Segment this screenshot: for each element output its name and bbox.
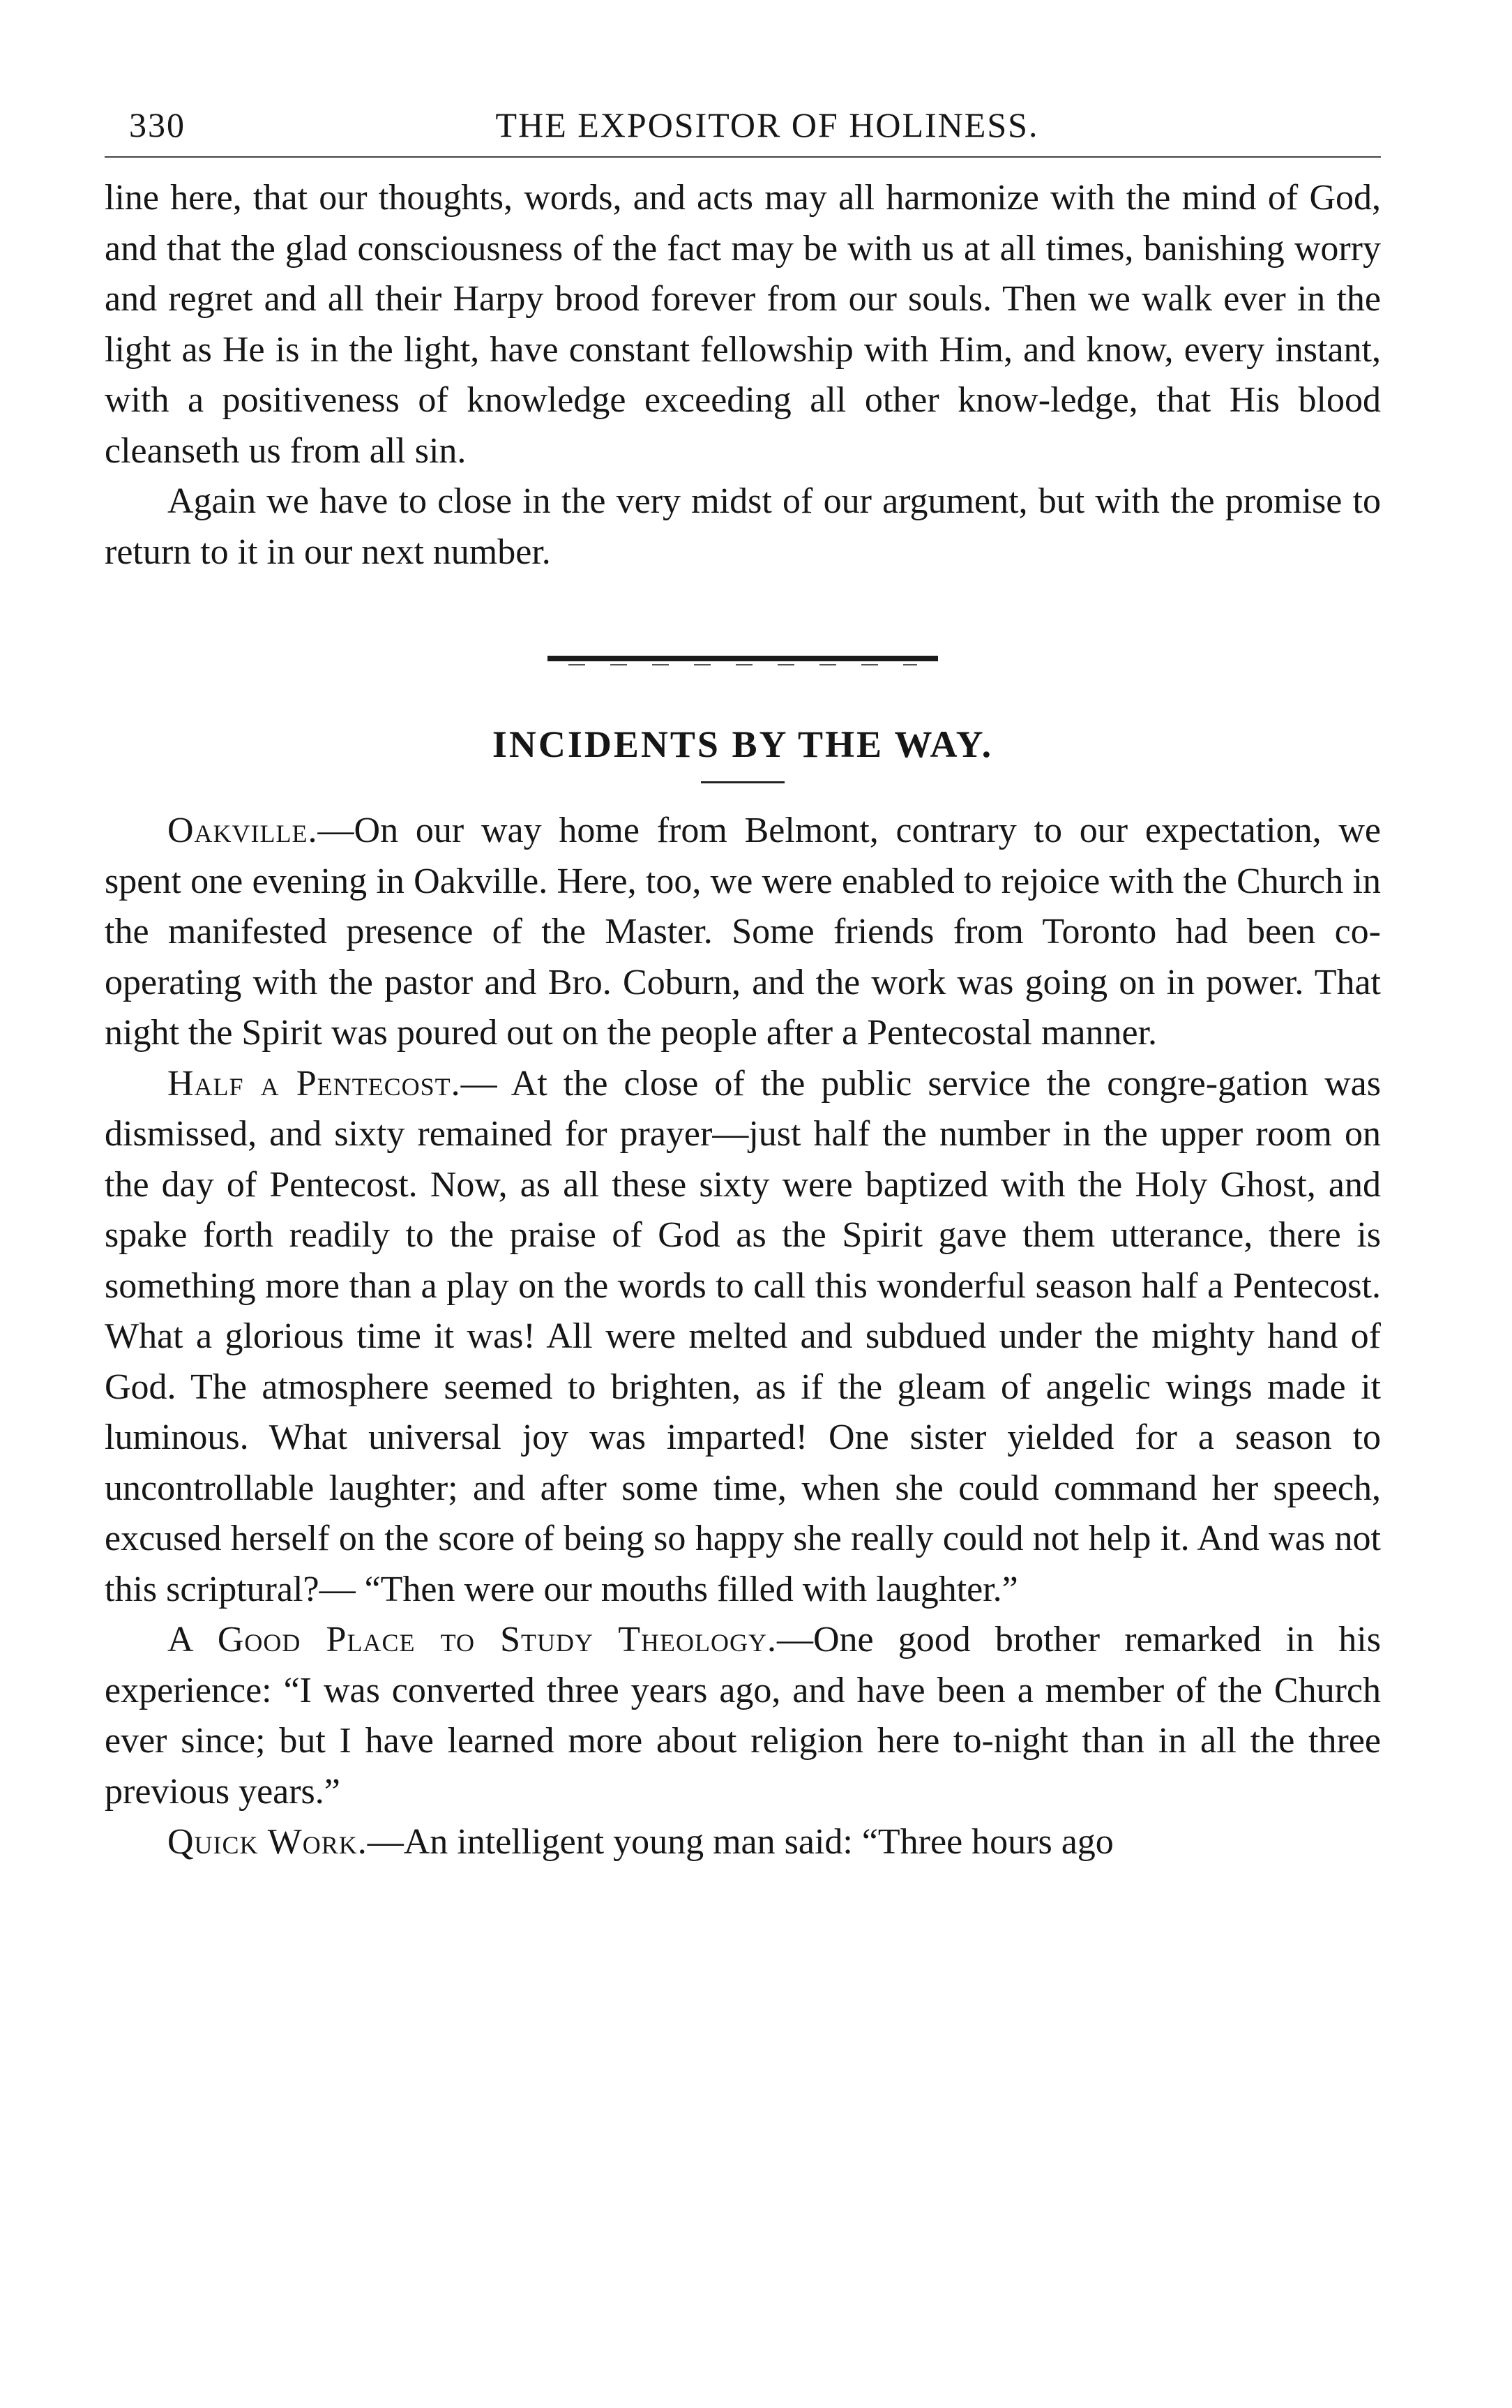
section-divider (547, 656, 938, 665)
section-body (105, 806, 1381, 1868)
journal-title: THE EXPOSITOR OF HOLINESS. (495, 105, 1039, 144)
entry-heading: A Good Place to Study Theology. (167, 1620, 777, 1660)
entry-heading: Half a Pentecost. (167, 1063, 461, 1104)
entry-study-theology (105, 1615, 1381, 1817)
closing-paragraph: Again we have to close in the very midst of our argument, but with the promise to return to it in our next number. (105, 481, 1381, 572)
entry-heading: Oakville. (167, 811, 318, 850)
page-number: 330 (129, 105, 186, 144)
continued-article (105, 173, 1381, 578)
divider-dashed-rule (568, 664, 917, 665)
entry-text: —An intelligent young man said: “Three hours ago (367, 1822, 1114, 1862)
header-rule (105, 156, 1381, 158)
entry-quick-work (105, 1817, 1381, 1868)
entry-heading: Quick Work. (167, 1822, 368, 1862)
entry-half-a-pentecost (105, 1059, 1381, 1616)
entry-text: — At the close of the public service the congre-gation was dismissed, and sixty remained for prayer—just half the number in the upper room on the day of Pentecost. Now, as all these sixty were baptized with the Holy Ghost, and spake forth readily to the praise of God as the Spirit gave them utterance, there is something more than a play on the words to call this wonderful season half a Pentecost. What a glorious time it was! All were melted and subdued under the mighty hand of God. The atmosphere seemed to brighten, as if the gleam of angelic wings made it luminous. What universal joy was imparted! One sister yielded for a season to uncontrollable laughter; and after some time, when she could command her speech, excused herself on the score of being so happy she really could not help it. And was not this scriptural?— “Then were our mouths filled with laughter.” (105, 1063, 1381, 1609)
divider-thick-rule (547, 656, 938, 661)
entry-text: —One good brother remarked in his experience: “I was converted three years ago, and have been a member of the Church ever since; but I have learned more about religion here to-night than in all the three previous years.” (105, 1620, 1381, 1812)
running-head (105, 105, 1381, 153)
section-title-rule (701, 781, 785, 783)
entry-text: —On our way home from Belmont, contrary to our expectation, we spent one evening in Oakville. Here, too, we were enabled to rejoice with the Church in the manifested presence of the Master. Some friends from Toronto had been co-operating with the pastor and Bro. Coburn, and the work was going on in power. That night the Spirit was poured out on the people after a Pentecostal manner. (105, 811, 1381, 1053)
page (105, 105, 1381, 1868)
continued-paragraph: line here, that our thoughts, words, and acts may all harmonize with the mind of God, and that the glad consciousness of the fact may be with us at all times, banishing worry and regret and all their Harpy brood forever from our souls. Then we walk ever in the light as He is in the light, have constant fellowship with Him, and know, every instant, with a positiveness of knowledge exceeding all other know-ledge, that His blood cleanseth us from all sin. (105, 178, 1381, 471)
entry-oakville (105, 806, 1381, 1059)
section-title: INCIDENTS BY THE WAY. (492, 723, 994, 765)
